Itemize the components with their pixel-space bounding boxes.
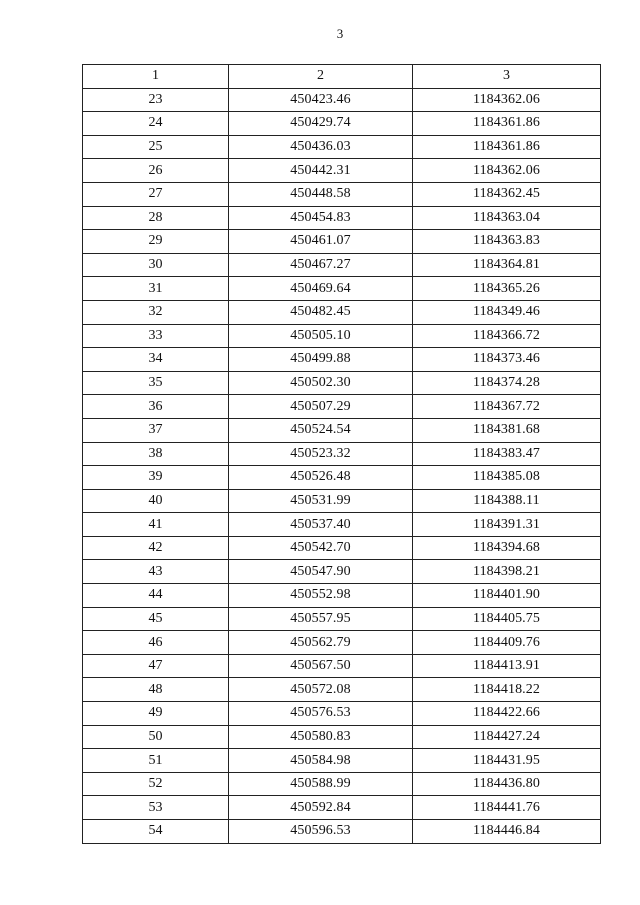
point-number-cell: 23 — [83, 88, 229, 112]
table-row — [83, 560, 601, 584]
x-coordinate-cell: 450482.45 — [229, 300, 413, 324]
table-row — [83, 112, 601, 136]
point-number-cell: 31 — [83, 277, 229, 301]
table-row — [83, 749, 601, 773]
y-coordinate-cell: 1184365.26 — [413, 277, 601, 301]
table-row — [83, 607, 601, 631]
table-row — [83, 206, 601, 230]
table-row — [83, 253, 601, 277]
x-coordinate-cell: 450523.32 — [229, 442, 413, 466]
y-coordinate-cell: 1184367.72 — [413, 395, 601, 419]
table-body — [83, 88, 601, 843]
x-coordinate-cell: 450576.53 — [229, 702, 413, 726]
x-coordinate-cell: 450547.90 — [229, 560, 413, 584]
y-coordinate-cell: 1184374.28 — [413, 371, 601, 395]
x-coordinate-cell: 450588.99 — [229, 772, 413, 796]
point-number-cell: 29 — [83, 230, 229, 254]
table-row — [83, 702, 601, 726]
table-row — [83, 135, 601, 159]
y-coordinate-cell: 1184364.81 — [413, 253, 601, 277]
x-coordinate-cell: 450524.54 — [229, 418, 413, 442]
y-coordinate-cell: 1184388.11 — [413, 489, 601, 513]
table-row — [83, 300, 601, 324]
x-coordinate-cell: 450467.27 — [229, 253, 413, 277]
point-number-cell: 46 — [83, 631, 229, 655]
point-number-cell: 41 — [83, 513, 229, 537]
point-number-cell: 34 — [83, 348, 229, 372]
point-number-cell: 44 — [83, 584, 229, 608]
point-number-cell: 24 — [83, 112, 229, 136]
table-row — [83, 796, 601, 820]
table-row — [83, 536, 601, 560]
table-row — [83, 182, 601, 206]
y-coordinate-cell: 1184361.86 — [413, 112, 601, 136]
table-row — [83, 348, 601, 372]
x-coordinate-cell: 450469.64 — [229, 277, 413, 301]
point-number-cell: 42 — [83, 536, 229, 560]
point-number-cell: 48 — [83, 678, 229, 702]
y-coordinate-cell: 1184349.46 — [413, 300, 601, 324]
point-number-cell: 50 — [83, 725, 229, 749]
x-coordinate-cell: 450526.48 — [229, 466, 413, 490]
point-number-cell: 30 — [83, 253, 229, 277]
table-row — [83, 395, 601, 419]
y-coordinate-cell: 1184385.08 — [413, 466, 601, 490]
table-row — [83, 324, 601, 348]
table-row — [83, 489, 601, 513]
header-col-1: 1 — [83, 65, 229, 89]
table-row — [83, 230, 601, 254]
point-number-cell: 53 — [83, 796, 229, 820]
y-coordinate-cell: 1184361.86 — [413, 135, 601, 159]
y-coordinate-cell: 1184366.72 — [413, 324, 601, 348]
y-coordinate-cell: 1184394.68 — [413, 536, 601, 560]
x-coordinate-cell: 450557.95 — [229, 607, 413, 631]
table-header — [83, 65, 601, 89]
y-coordinate-cell: 1184418.22 — [413, 678, 601, 702]
table-row — [83, 654, 601, 678]
x-coordinate-cell: 450584.98 — [229, 749, 413, 773]
y-coordinate-cell: 1184431.95 — [413, 749, 601, 773]
x-coordinate-cell: 450507.29 — [229, 395, 413, 419]
y-coordinate-cell: 1184401.90 — [413, 584, 601, 608]
x-coordinate-cell: 450537.40 — [229, 513, 413, 537]
y-coordinate-cell: 1184405.75 — [413, 607, 601, 631]
y-coordinate-cell: 1184409.76 — [413, 631, 601, 655]
point-number-cell: 36 — [83, 395, 229, 419]
point-number-cell: 33 — [83, 324, 229, 348]
point-number-cell: 37 — [83, 418, 229, 442]
header-row — [83, 65, 601, 89]
y-coordinate-cell: 1184362.45 — [413, 182, 601, 206]
point-number-cell: 25 — [83, 135, 229, 159]
table-row — [83, 88, 601, 112]
point-number-cell: 26 — [83, 159, 229, 183]
x-coordinate-cell: 450542.70 — [229, 536, 413, 560]
y-coordinate-cell: 1184363.04 — [413, 206, 601, 230]
table-row — [83, 442, 601, 466]
table-row — [83, 631, 601, 655]
point-number-cell: 51 — [83, 749, 229, 773]
y-coordinate-cell: 1184422.66 — [413, 702, 601, 726]
y-coordinate-cell: 1184446.84 — [413, 820, 601, 844]
point-number-cell: 35 — [83, 371, 229, 395]
y-coordinate-cell: 1184441.76 — [413, 796, 601, 820]
table-row — [83, 820, 601, 844]
y-coordinate-cell: 1184398.21 — [413, 560, 601, 584]
x-coordinate-cell: 450531.99 — [229, 489, 413, 513]
x-coordinate-cell: 450505.10 — [229, 324, 413, 348]
table-row — [83, 772, 601, 796]
y-coordinate-cell: 1184413.91 — [413, 654, 601, 678]
table-row — [83, 584, 601, 608]
table-row — [83, 678, 601, 702]
x-coordinate-cell: 450562.79 — [229, 631, 413, 655]
y-coordinate-cell: 1184373.46 — [413, 348, 601, 372]
x-coordinate-cell: 450552.98 — [229, 584, 413, 608]
y-coordinate-cell: 1184391.31 — [413, 513, 601, 537]
y-coordinate-cell: 1184383.47 — [413, 442, 601, 466]
point-number-cell: 47 — [83, 654, 229, 678]
point-number-cell: 38 — [83, 442, 229, 466]
x-coordinate-cell: 450502.30 — [229, 371, 413, 395]
table-row — [83, 513, 601, 537]
point-number-cell: 52 — [83, 772, 229, 796]
point-number-cell: 27 — [83, 182, 229, 206]
x-coordinate-cell: 450423.46 — [229, 88, 413, 112]
y-coordinate-cell: 1184436.80 — [413, 772, 601, 796]
x-coordinate-cell: 450461.07 — [229, 230, 413, 254]
x-coordinate-cell: 450596.53 — [229, 820, 413, 844]
table-row — [83, 159, 601, 183]
y-coordinate-cell: 1184362.06 — [413, 159, 601, 183]
y-coordinate-cell: 1184381.68 — [413, 418, 601, 442]
point-number-cell: 28 — [83, 206, 229, 230]
x-coordinate-cell: 450592.84 — [229, 796, 413, 820]
y-coordinate-cell: 1184363.83 — [413, 230, 601, 254]
coordinates-table — [82, 64, 601, 844]
x-coordinate-cell: 450429.74 — [229, 112, 413, 136]
page-number: 3 — [336, 26, 344, 41]
header-col-3: 3 — [413, 65, 601, 89]
point-number-cell: 32 — [83, 300, 229, 324]
point-number-cell: 43 — [83, 560, 229, 584]
point-number-cell: 49 — [83, 702, 229, 726]
x-coordinate-cell: 450567.50 — [229, 654, 413, 678]
x-coordinate-cell: 450442.31 — [229, 159, 413, 183]
x-coordinate-cell: 450454.83 — [229, 206, 413, 230]
point-number-cell: 45 — [83, 607, 229, 631]
x-coordinate-cell: 450448.58 — [229, 182, 413, 206]
x-coordinate-cell: 450499.88 — [229, 348, 413, 372]
point-number-cell: 40 — [83, 489, 229, 513]
header-col-2: 2 — [229, 65, 413, 89]
y-coordinate-cell: 1184362.06 — [413, 88, 601, 112]
table-row — [83, 725, 601, 749]
point-number-cell: 54 — [83, 820, 229, 844]
table-row — [83, 466, 601, 490]
x-coordinate-cell: 450580.83 — [229, 725, 413, 749]
table-row — [83, 418, 601, 442]
y-coordinate-cell: 1184427.24 — [413, 725, 601, 749]
point-number-cell: 39 — [83, 466, 229, 490]
x-coordinate-cell: 450572.08 — [229, 678, 413, 702]
table-row — [83, 277, 601, 301]
table-row — [83, 371, 601, 395]
x-coordinate-cell: 450436.03 — [229, 135, 413, 159]
